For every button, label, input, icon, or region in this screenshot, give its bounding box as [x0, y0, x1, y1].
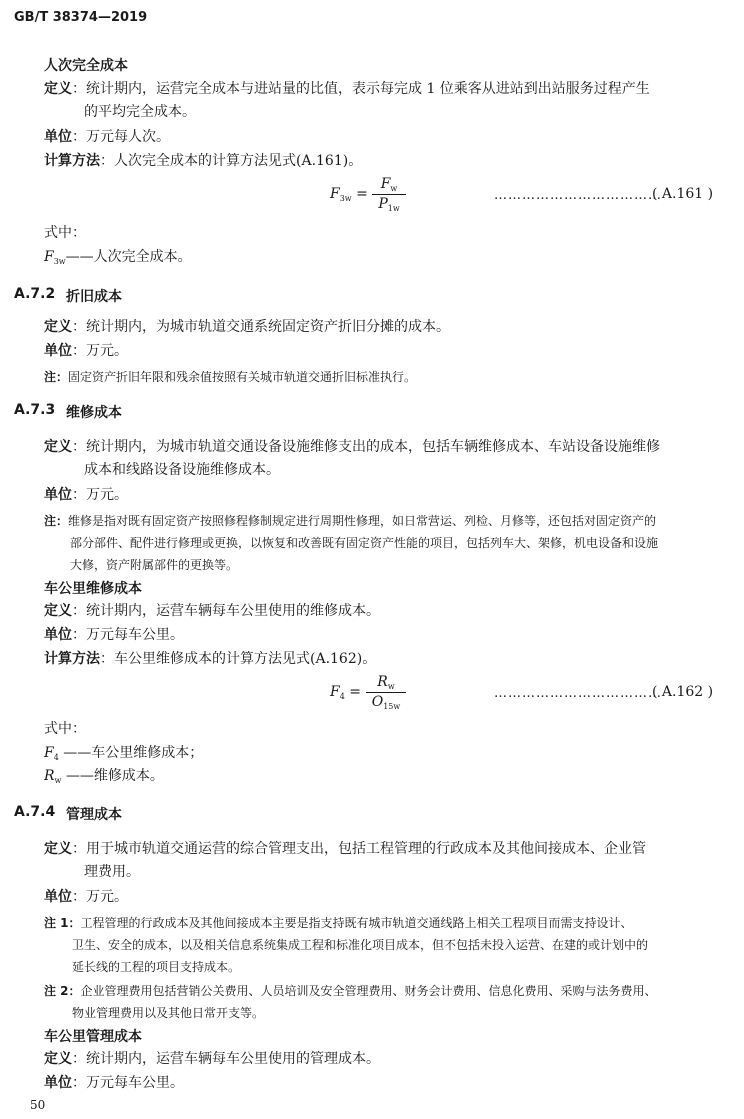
definition-continuation: 的平均完全成本。	[84, 104, 196, 120]
definition-line: 定义：用于城市轨道交通运营的综合管理支出，包括工程管理的行政成本及其他间接成本、企业管	[44, 841, 646, 857]
note-continuation: 卫生、安全的成本，以及相关信息系统集成工程和标准化项目成本，但不包括未投入运营、在建的或计划中的	[72, 938, 649, 952]
unit-line: 单位：万元每车公里。	[44, 627, 184, 643]
unit-line	[44, 126, 170, 149]
formula-fraction	[366, 674, 406, 711]
unit-line: 单位：万元每车公里。	[44, 1075, 184, 1091]
unit-label: 单位	[44, 129, 72, 145]
fraction-bar	[366, 692, 406, 693]
definition-line: 定义：统计期内，运营车辆每车公里使用的管理成本。	[44, 1051, 380, 1067]
formula-leader-dots: ………………………………	[494, 188, 662, 203]
definition-label: 定义	[44, 81, 72, 97]
note-continuation: 物业管理费用以及其他日常开支等。	[72, 1006, 265, 1020]
formula-fraction	[372, 176, 406, 213]
fraction-numerator: $F_w$	[380, 176, 398, 193]
note-continuation: 大修，资产附属部件的更换等。	[70, 558, 239, 572]
unit-line: 单位：万元。	[44, 487, 128, 503]
fraction-denominator: $O_{15w}$	[371, 694, 401, 711]
formula-leader-dots: ………………………………	[494, 686, 662, 701]
fraction-bar	[372, 194, 406, 195]
section-number: A.7.3	[14, 402, 56, 418]
where-item: $F_{3w}——$人次完全成本。	[44, 249, 192, 266]
section-title-maintenance: 维修成本	[66, 405, 122, 421]
calc-method-text: ：人次完全成本的计算方法见式(A.161)。	[100, 153, 363, 169]
unit-line: 单位：万元。	[44, 889, 128, 905]
section-number: A.7.2	[14, 286, 56, 302]
section-title-depreciation: 折旧成本	[66, 289, 122, 305]
equation-number: ( A.162 )	[652, 684, 714, 700]
definition-line: 定义：统计期内，运营车辆每车公里使用的维修成本。	[44, 603, 380, 619]
calc-method-line	[44, 150, 362, 173]
fraction-numerator: $R_w$	[377, 674, 395, 691]
where-item: $R_w$ ——维修成本。	[44, 768, 164, 785]
term-title-vehicle-km-maintenance-cost: 车公里维修成本	[44, 581, 142, 597]
unit-line: 单位：万元。	[44, 343, 128, 359]
standard-code: GB/T 38374—2019	[14, 10, 148, 25]
note: 注：维修是指对既有固定资产按照修程修制规定进行周期性修理，如日常营运、列检、月修等，还包括对固定资产的	[44, 514, 657, 528]
term-title-per-trip-full-cost: 人次完全成本	[44, 58, 128, 74]
definition-line: 定义：统计期内，为城市轨道交通系统固定资产折旧分摊的成本。	[44, 319, 450, 335]
definition-continuation: 成本和线路设备设施维修成本。	[84, 462, 280, 478]
note-continuation: 延长线的工程的项目支持成本。	[72, 960, 241, 974]
note-2: 注 2：企业管理费用包括营销公关费用、人员培训及安全管理费用、财务会计费用、信息化费用、采购与法务费用、	[44, 984, 657, 998]
section-number: A.7.4	[14, 804, 56, 820]
calc-method-line: 计算方法：车公里维修成本的计算方法见式(A.162)。	[44, 651, 377, 667]
section-title-management: 管理成本	[66, 807, 122, 823]
page-number: 50	[30, 1098, 46, 1112]
fraction-denominator: $P_{1w}$	[378, 196, 400, 213]
where-label: 式中：	[44, 225, 86, 241]
note-1: 注 1：工程管理的行政成本及其他间接成本主要是指支持既有城市轨道交通线路上相关工程项目而需支持设计、	[44, 916, 633, 930]
where-item: $F_4$ ——车公里维修成本；	[44, 745, 204, 762]
term-title-vehicle-km-management-cost: 车公里管理成本	[44, 1029, 142, 1045]
note: 注：固定资产折旧年限和残余值按照有关城市轨道交通折旧标准执行。	[44, 370, 417, 384]
unit-text: ：万元每人次。	[72, 129, 170, 145]
equation-number: ( A.161 )	[652, 186, 714, 202]
definition-continuation: 理费用。	[84, 864, 140, 880]
definition-text: ：统计期内，运营完全成本与进站量的比值，表示每完成 1 位乘客从进站到出站服务过程产生	[72, 81, 650, 97]
definition-line	[44, 78, 650, 101]
note-continuation: 部分部件、配件进行修理或更换，以恢复和改善既有固定资产性能的项目，包括列车大、架修，机电设备和设施	[70, 536, 659, 550]
formula-lhs: $F_{3w}$ =	[330, 186, 368, 203]
formula-lhs: $F_4$ =	[330, 684, 361, 701]
where-label: 式中：	[44, 721, 86, 737]
calc-method-label: 计算方法	[44, 153, 100, 169]
definition-line: 定义：统计期内，为城市轨道交通设备设施维修支出的成本，包括车辆维修成本、车站设备设施维修	[44, 439, 660, 455]
